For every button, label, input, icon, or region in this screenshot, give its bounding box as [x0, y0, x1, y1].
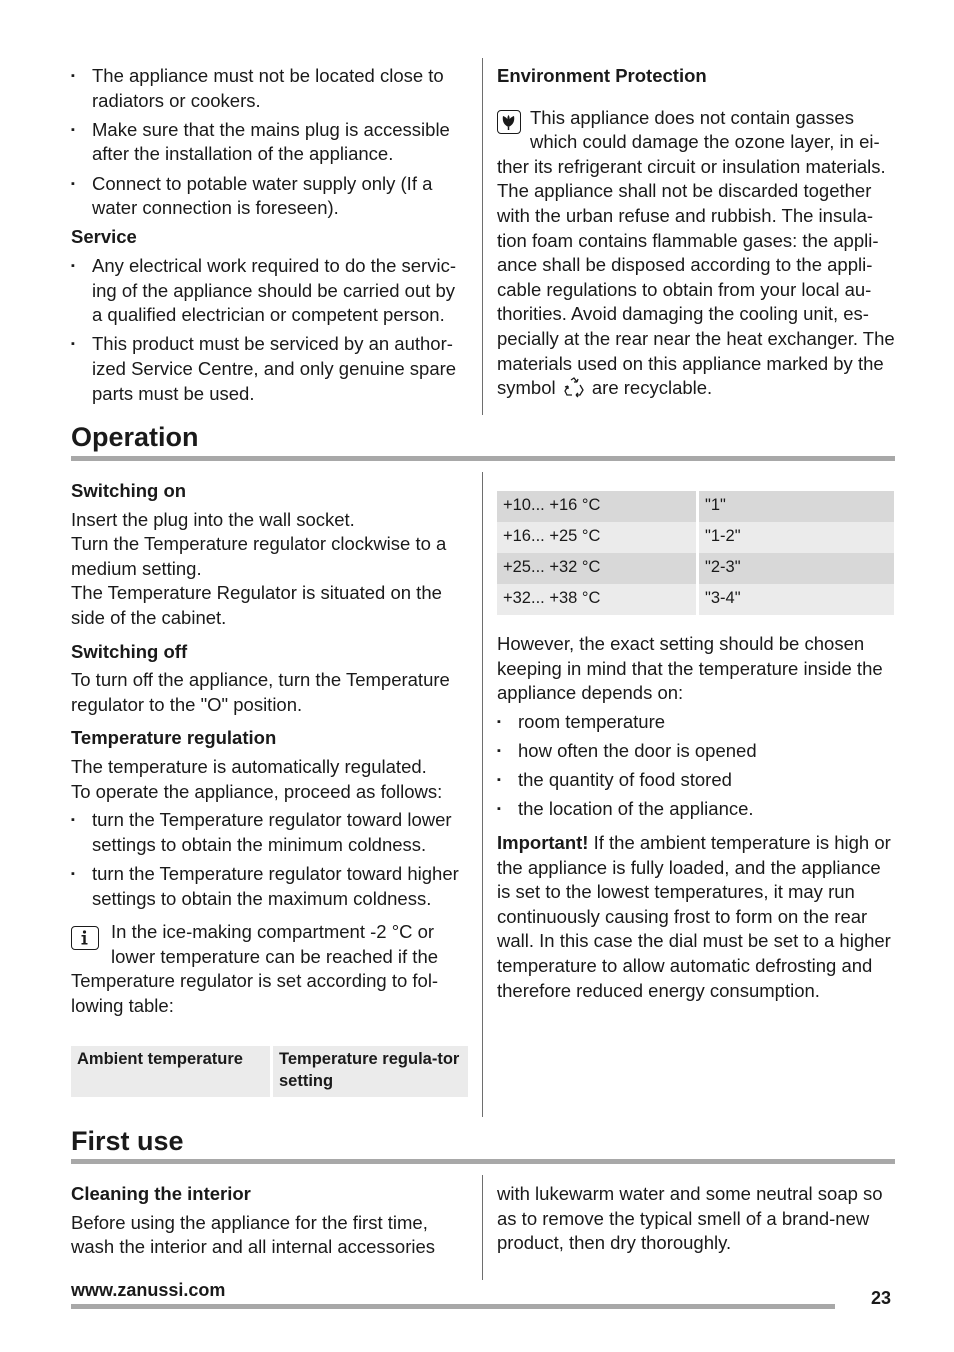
switching-off-text: To turn off the appliance, turn the Temperature regulator to the "O" position. — [71, 669, 450, 715]
list-item: ▪ the location of the appliance. — [497, 797, 894, 822]
table-cell: +32... +38 °C — [497, 584, 696, 615]
important-text: If the ambient temperature is high or the appliance is fully loaded, and the appliance is set to the lowest temperatures, it may run continuously causing frost to form on the rear wall. In this case the dial must be set to a higher temperature to allow automatic defrosting and therefore reduced energy consumption. — [497, 831, 891, 1001]
column-divider — [482, 472, 483, 1117]
table-header-cell: Temperature regula-tor setting — [270, 1046, 468, 1097]
table-cell: "2-3" — [696, 553, 894, 584]
list-item: ▪ Connect to potable water supply only (If a water connection is foreseen). — [71, 172, 466, 221]
important-note — [497, 831, 894, 1003]
cleaning-text-right: with lukewarm water and some neutral soap so as to remove the typical smell of a brand-new product, then dry thoroughly. — [497, 1183, 883, 1254]
operation-rule — [71, 456, 895, 461]
ice-note-text: In the ice-making compartment -2 °C or lower temperature can be reached if the Temperature regulator is set according to fol-lowing table: — [71, 921, 439, 1016]
first-use-title: First use — [71, 1126, 184, 1156]
settings-table — [497, 491, 894, 615]
footer-rule — [71, 1304, 835, 1309]
table-row — [497, 553, 894, 584]
first-use-rule — [71, 1159, 895, 1164]
list-item: ▪ This product must be serviced by an author-ized Service Centre, and only genuine spare parts must be used. — [71, 332, 466, 406]
operation-title: Operation — [71, 422, 199, 452]
ice-note — [71, 920, 468, 1018]
list-item: ▪ room temperature — [497, 710, 894, 735]
list-item: ▪ turn the Temperature regulator toward lower settings to obtain the minimum coldness. — [71, 808, 468, 857]
first-use-right-column — [497, 1182, 894, 1256]
cleaning-text-left: Before using the appliance for the first time, wash the interior and all internal accessories — [71, 1211, 436, 1258]
column-divider — [482, 58, 483, 415]
service-heading: Service — [71, 226, 137, 248]
operation-right-column — [497, 491, 894, 1003]
switching-on-line: Insert the plug into the wall socket. — [71, 508, 355, 530]
table-row — [497, 584, 894, 615]
table-cell: +10... +16 °C — [497, 491, 696, 522]
list-item: ▪ turn the Temperature regulator toward higher settings to obtain the maximum coldness. — [71, 862, 468, 911]
however-text: However, the exact setting should be chosen keeping in mind that the temperature inside the appliance depends on: — [497, 633, 883, 704]
switching-on-heading: Switching on — [71, 480, 187, 501]
switching-on-line: Turn the Temperature regulator clockwise to a medium setting. — [71, 533, 447, 579]
list-item: ▪ how often the door is opened — [497, 739, 894, 764]
table-cell: "1-2" — [696, 522, 894, 553]
table-cell: +25... +32 °C — [497, 553, 696, 584]
recycle-icon — [563, 376, 585, 398]
list-item: ▪ Any electrical work required to do the servic-ing of the appliance should be carried out by a qualified electrician or competent person. — [71, 254, 466, 328]
temperature-regulation-line: The temperature is automatically regulated. — [71, 755, 427, 777]
table-cell: +16... +25 °C — [497, 522, 696, 553]
list-item: ▪ the quantity of food stored — [497, 768, 894, 793]
table-row — [497, 522, 894, 553]
environment-section — [497, 64, 895, 401]
environment-text-a: This appliance does not contain gasses which could damage the ozone layer, in ei-ther its refrigerant circuit or insulation materials. The appliance shall not be discarded together with the urban refuse and rubbish. The insula-tion foam contains flammable gases: the appli-ance shall be disposed according to the appli-cable regulations to obtain from your local au-thorities. Avoid damaging the cooling unit, es-pecially at the rear near the heat exchanger. The materials used on this appliance marked by the symbol — [497, 106, 895, 399]
list-item: ▪ The appliance must not be located close to radiators or cookers. — [71, 64, 466, 113]
temperature-regulation-heading: Temperature regulation — [71, 727, 277, 749]
cleaning-heading: Cleaning the interior — [71, 1183, 251, 1204]
left-column-top — [71, 64, 466, 411]
environment-text-b: are recyclable. — [591, 377, 713, 399]
list-item: ▪ Make sure that the mains plug is accessible after the installation of the appliance. — [71, 118, 466, 167]
column-divider — [482, 1175, 483, 1280]
footer-url[interactable]: www.zanussi.com — [71, 1280, 226, 1300]
table-row — [497, 491, 894, 522]
settings-table-header — [71, 1046, 468, 1097]
table-cell: "3-4" — [696, 584, 894, 615]
table-header-cell: Ambient temperature — [71, 1046, 270, 1097]
environment-text — [497, 106, 895, 401]
important-label: Important! — [497, 831, 589, 853]
environment-heading: Environment Protection — [497, 65, 707, 86]
switching-off-heading: Switching off — [71, 640, 188, 662]
info-icon — [71, 926, 99, 950]
operation-left-column — [71, 479, 468, 1018]
environment-leaf-icon — [497, 110, 521, 134]
switching-on-line: The Temperature Regulator is situated on the side of the cabinet. — [71, 582, 442, 628]
first-use-left-column — [71, 1182, 468, 1260]
table-cell: "1" — [696, 491, 894, 522]
page-number: 23 — [871, 1288, 892, 1308]
temperature-regulation-line: To operate the appliance, proceed as follows: — [71, 780, 443, 802]
